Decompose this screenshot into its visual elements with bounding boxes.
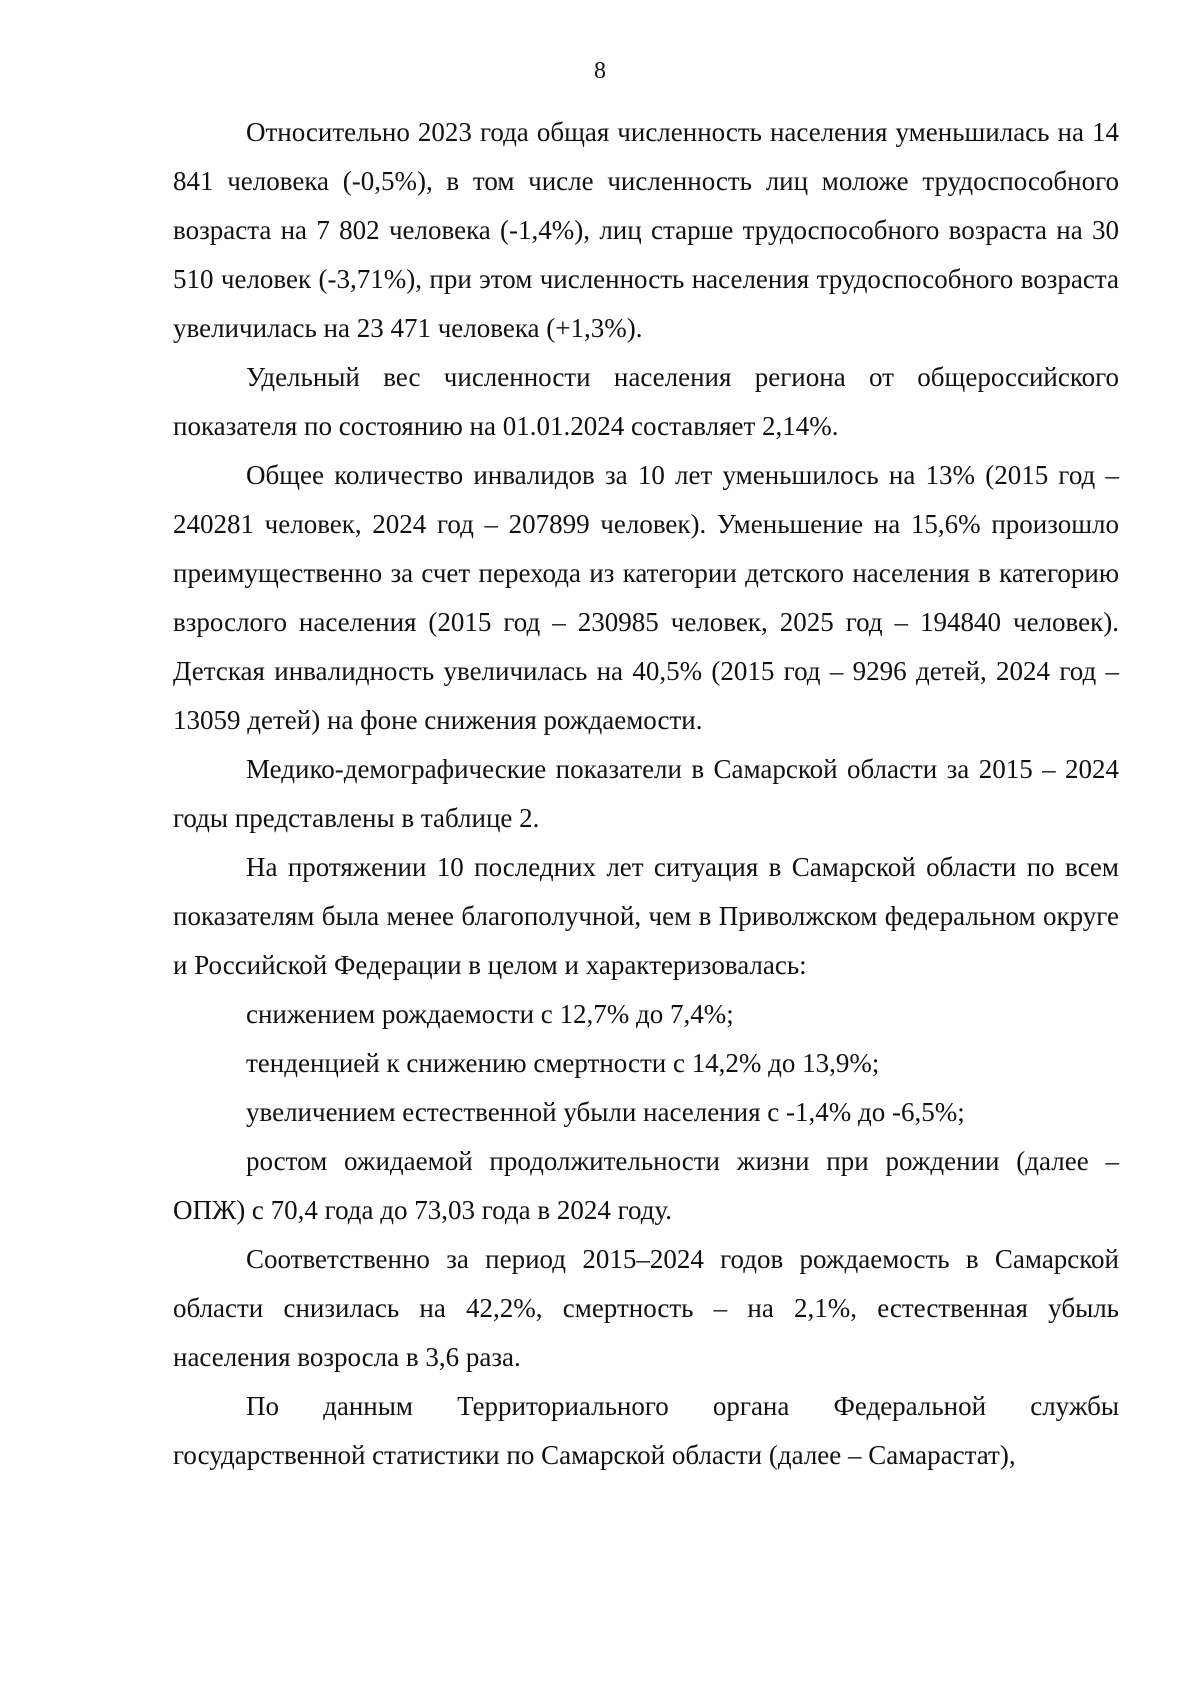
paragraph-disability-count: Общее количество инвалидов за 10 лет уменьшилось на 13% (2015 год – 240281 человек, 2024 год – 207899 человек). Уменьшение на 15,6% произошло преимущественно за счет перехода из категории детского населения в категорию взрослого населения (2015 год – 230985 человек, 2025 год – 194840 человек). Детская инвалидность увеличилась на 40,5% (2015 год – 9296 детей, 2024 год – 13059 детей) на фоне снижения рождаемости. bbox=[173, 460, 1119, 735]
list-item-natural-decline: увеличением естественной убыли населения с -1,4% до -6,5%; bbox=[246, 1097, 965, 1127]
paragraph-regional-situation: На протяжении 10 последних лет ситуация в Самарской области по всем показателям была менее благополучной, чем в Приволжском федеральном округе и Российской Федерации в целом и характеризовалась: bbox=[173, 852, 1119, 980]
page-number: 8 bbox=[594, 58, 606, 84]
list-item-mortality: тенденцией к снижению смертности с 14,2% до 13,9%; bbox=[246, 1048, 880, 1078]
paragraph-population-change: Относительно 2023 года общая численность населения уменьшилась на 14 841 человека (-0,5%), в том числе численность лиц моложе трудоспособного возраста на 7 802 человека (-1,4%), лиц старше трудоспособного возраста на 30 510 человек (-3,71%), при этом численность населения трудоспособного возраста увеличилась на 23 471 человека (+1,3%). bbox=[173, 117, 1119, 343]
document-body bbox=[173, 108, 1119, 1480]
list-item-life-expectancy: ростом ожидаемой продолжительности жизни при рождении (далее – ОПЖ) с 70,4 года до 73,03 года в 2024 году. bbox=[173, 1146, 1119, 1225]
paragraph-population-share: Удельный вес численности населения региона от общероссийского показателя по состоянию на 01.01.2024 составляет 2,14%. bbox=[173, 362, 1119, 441]
paragraph-samarastat: По данным Территориального органа Федеральной службы государственной статистики по Самарской области (далее – Самарастат), bbox=[173, 1391, 1119, 1470]
paragraph-table-reference: Медико-демографические показатели в Самарской области за 2015 – 2024 годы представлены в таблице 2. bbox=[173, 754, 1119, 833]
list-item-birth-rate: снижением рождаемости с 12,7% до 7,4%; bbox=[246, 999, 734, 1029]
paragraph-period-summary: Соответственно за период 2015–2024 годов рождаемость в Самарской области снизилась на 42,2%, смертность – на 2,1%, естественная убыль населения возросла в 3,6 раза. bbox=[173, 1244, 1119, 1372]
